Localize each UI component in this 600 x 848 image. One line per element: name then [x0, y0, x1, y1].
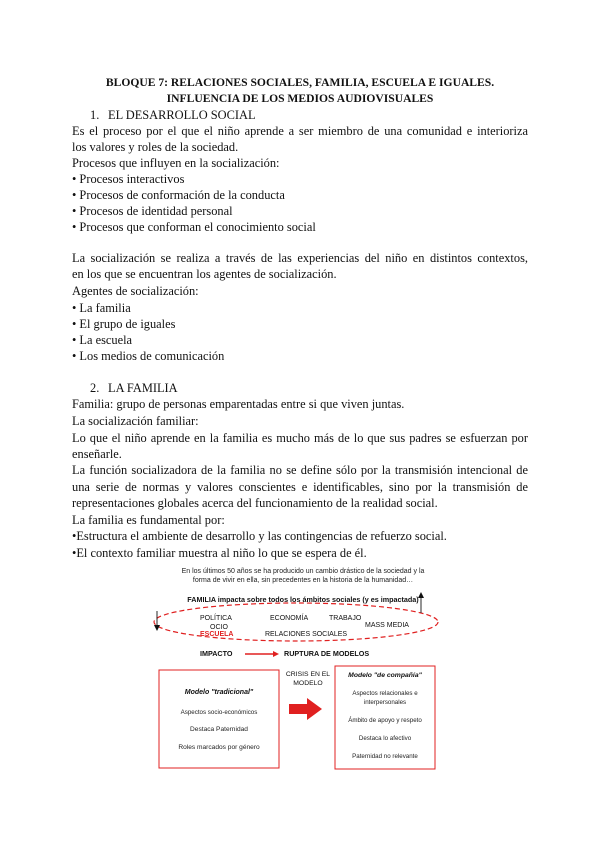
paragraph-function-line-1: La función socializadora de la familia no se define sólo por la transmisión intencional de [72, 463, 528, 477]
diagram-intro-line-1: En los últimos 50 años se ha producido un cambio drástico de la sociedad y la [181, 568, 425, 575]
paragraph-function-line-2: una serie de normas y valores conscientes e identificables, sino por la transmisión de [72, 480, 528, 494]
section-1-heading [90, 107, 256, 123]
impacto-label: IMPACTO [200, 649, 233, 658]
traditional-model-title: Modelo "tradicional" [184, 689, 254, 696]
down-arrow-icon [154, 625, 160, 631]
section-2-heading [90, 380, 178, 396]
document-title-line-2: INFLUENCIA DE LOS MEDIOS AUDIOVISUALES [166, 92, 434, 105]
area-mass-media: MASS MEDIA [365, 622, 409, 629]
list-item-process: • Procesos de conformación de la conducta [72, 188, 285, 202]
companionship-model-item: Aspectos relacionales e [352, 690, 418, 697]
list-item-agent: • La escuela [72, 333, 133, 347]
paragraph-learning-line-2: enseñarle. [72, 447, 122, 461]
list-item-agent: • El grupo de iguales [72, 317, 176, 331]
paragraph-contexts-line-2: en los que se encuentran los agentes de socialización. [72, 267, 337, 281]
traditional-model-item: Aspectos socio-económicos [180, 709, 258, 716]
paragraph-definition-line-2: los valores y roles de la sociedad. [72, 140, 239, 154]
list-item-fundamental: •El contexto familiar muestra al niño lo que se espera de él. [72, 546, 367, 560]
traditional-model-item: Destaca Paternidad [190, 726, 248, 733]
area-politica: POLÍTICA [200, 615, 232, 622]
companionship-model-item: interpersonales [363, 699, 407, 706]
impacto-arrow-icon [273, 651, 279, 657]
agents-intro: Agentes de socialización: [72, 284, 199, 298]
traditional-model-box [159, 670, 279, 768]
diagram-svg [148, 565, 458, 775]
list-item-process: • Procesos de identidad personal [72, 204, 233, 218]
fundamental-intro: La familia es fundamental por: [72, 513, 225, 527]
area-relaciones-sociales: RELACIONES SOCIALES [265, 631, 348, 638]
area-ocio: OCIO [210, 624, 228, 631]
paragraph-function-line-3: representaciones globales acerca del funcionamiento de la realidad social. [72, 496, 438, 510]
family-socialization-subheading: La socialización familiar: [72, 414, 199, 428]
paragraph-contexts-line-1: La socialización se realiza a través de las experiencias del niño en distintos contextos, [72, 251, 528, 265]
paragraph-definition-line-1: Es el proceso por el que el niño aprende a ser miembro de una comunidad e interioriza [72, 124, 528, 138]
companionship-model-item: Paternidad no relevante [352, 753, 418, 760]
area-trabajo: TRABAJO [329, 615, 362, 622]
section-2-title: LA FAMILIA [108, 381, 178, 395]
diagram-intro-line-2: forma de vivir en ella, sin precedentes en la historia de la humanidad… [192, 577, 414, 584]
family-model-diagram [148, 565, 458, 775]
diagram-headline: FAMILIA impacta sobre todos los ámbitos sociales (y es impactada) [187, 595, 419, 604]
document-title-line-1: BLOQUE 7: RELACIONES SOCIALES, FAMILIA, ESCUELA E IGUALES. [105, 76, 495, 89]
section-1-title: EL DESARROLLO SOCIAL [108, 108, 256, 122]
companionship-model-item: Destaca lo afectivo [358, 735, 412, 742]
processes-intro: Procesos que influyen en la socialización: [72, 156, 280, 170]
list-item-process: • Procesos que conforman el conocimiento social [72, 220, 316, 234]
section-2-number: 2. [90, 381, 100, 395]
list-item-agent: • Los medios de comunicación [72, 349, 225, 363]
companionship-model-item: Ámbito de apoyo y respeto [348, 717, 422, 724]
area-economia: ECONOMÍA [270, 615, 309, 622]
crisis-label-line-1: CRISIS EN EL [285, 671, 331, 678]
crisis-arrow-icon [307, 698, 322, 720]
traditional-model-item: Roles marcados por género [178, 744, 260, 751]
area-escuela: ESCUELA [200, 631, 234, 638]
list-item-agent: • La familia [72, 301, 131, 315]
list-item-process: • Procesos interactivos [72, 172, 185, 186]
ruptura-label: RUPTURA DE MODELOS [284, 649, 370, 658]
paragraph-learning-line-1: Lo que el niño aprende en la familia es mucho más de lo que sus padres se esfuerzan por [72, 431, 528, 445]
crisis-arrow-shaft [289, 704, 307, 714]
family-definition: Familia: grupo de personas emparentadas entre si que viven juntas. [72, 397, 405, 411]
companionship-model-title: Modelo "de compañía" [348, 672, 422, 679]
crisis-label-line-2: MODELO [293, 680, 323, 687]
list-item-fundamental: •Estructura el ambiente de desarrollo y las contingencias de refuerzo social. [72, 529, 447, 543]
up-arrow-icon [418, 592, 424, 598]
section-1-number: 1. [90, 108, 100, 122]
